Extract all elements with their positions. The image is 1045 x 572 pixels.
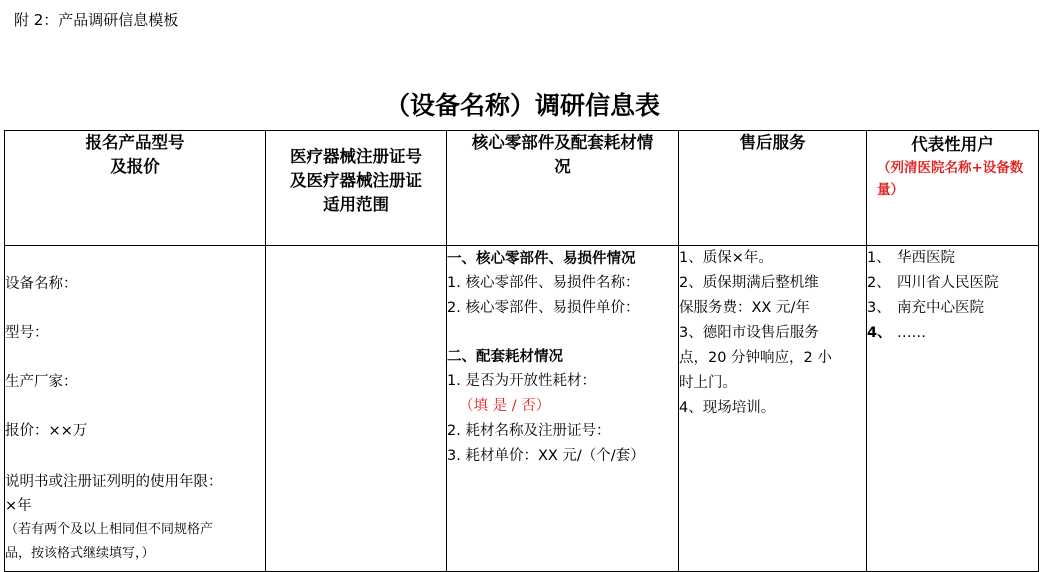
manufacturer-field: 生产厂家： (5, 374, 78, 390)
header-users-label: 代表性用户 (911, 135, 994, 154)
attachment-label: 附 2：产品调研信息模板 (14, 11, 179, 29)
users-cell (867, 246, 1039, 572)
header-users (867, 131, 1039, 246)
open-consumable-fill-hint: （填 是 / 否） (459, 398, 551, 414)
components-section2-title: 二、配套耗材情况 (447, 348, 563, 365)
user-item-name: 南充中心医院 (897, 300, 984, 316)
header-after-sales-label: 售后服务 (739, 133, 806, 152)
user-list-item (867, 271, 1038, 296)
header-registration (266, 131, 447, 246)
after-sales-line1: 1、质保×年。 (679, 250, 773, 266)
components-cell (447, 246, 679, 572)
header-components-line2: 况 (554, 157, 571, 176)
header-registration-line3: 适用范围 (323, 195, 389, 214)
device-name-field: 设备名称： (5, 276, 78, 292)
components-section1-title: 一、核心零部件、易损件情况 (447, 250, 636, 267)
header-registration-line2: 及医疗器械注册证 (290, 171, 422, 190)
user-list-item (867, 296, 1038, 321)
header-users-note-line2: 量） (877, 182, 904, 198)
table-title: （设备名称）调研信息表 (384, 91, 660, 120)
user-list-item (867, 321, 1038, 346)
service-life-field-line1: 说明书或注册证列明的使用年限： (5, 474, 223, 490)
header-model-price-line2: 及报价 (110, 157, 160, 176)
after-sales-cell (679, 246, 867, 572)
registration-cell (266, 246, 447, 572)
components-section2-item2: 2. 耗材名称及注册证号： (447, 423, 611, 439)
after-sales-line3: 保服务费：XX 元/年 (679, 300, 810, 316)
survey-table (4, 130, 1039, 572)
price-field: 报价：××万 (5, 423, 88, 439)
product-note-line1: （若有两个及以上相同但不同规格产 (5, 522, 214, 537)
header-components (447, 131, 679, 246)
user-item-number: 4、 (867, 325, 892, 341)
header-users-note-line1: （列清医院名称+设备数 (877, 160, 1024, 176)
after-sales-line4: 3、德阳市设售后服务 (679, 325, 819, 341)
header-registration-line1: 医疗器械注册证号 (290, 147, 422, 166)
header-row (5, 131, 1039, 246)
after-sales-line7: 4、现场培训。 (679, 400, 776, 416)
components-section1-item2: 2. 核心零部件、易损件单价： (447, 300, 640, 316)
header-components-line1: 核心零部件及配套耗材情 (471, 133, 654, 152)
user-item-name: 四川省人民医院 (897, 275, 999, 291)
after-sales-line5: 点，20 分钟响应，2 小 (679, 350, 832, 366)
product-info-cell (5, 246, 266, 572)
header-model-price (5, 131, 266, 246)
user-item-number: 3、 (867, 300, 891, 316)
user-list-item (867, 246, 1038, 271)
model-field: 型号： (5, 325, 49, 341)
after-sales-line2: 2、质保期满后整机维 (679, 275, 819, 291)
components-section2-item1: 1. 是否为开放性耗材： (447, 373, 596, 389)
components-section1-item1: 1. 核心零部件、易损件名称： (447, 275, 640, 291)
service-life-field-line2: ×年 (5, 498, 32, 514)
user-item-name: 华西医院 (897, 250, 955, 266)
components-section2-item3: 3. 耗材单价：XX 元/（个/套） (447, 448, 645, 464)
user-item-number: 1、 (867, 250, 891, 266)
header-after-sales (679, 131, 867, 246)
user-item-number: 2、 (867, 275, 891, 291)
user-item-name: …… (897, 325, 926, 341)
header-model-price-line1: 报名产品型号 (85, 133, 185, 152)
body-row (5, 246, 1039, 572)
product-note-line2: 品，按该格式继续填写，） (5, 546, 155, 561)
after-sales-line6: 时上门。 (679, 375, 737, 391)
